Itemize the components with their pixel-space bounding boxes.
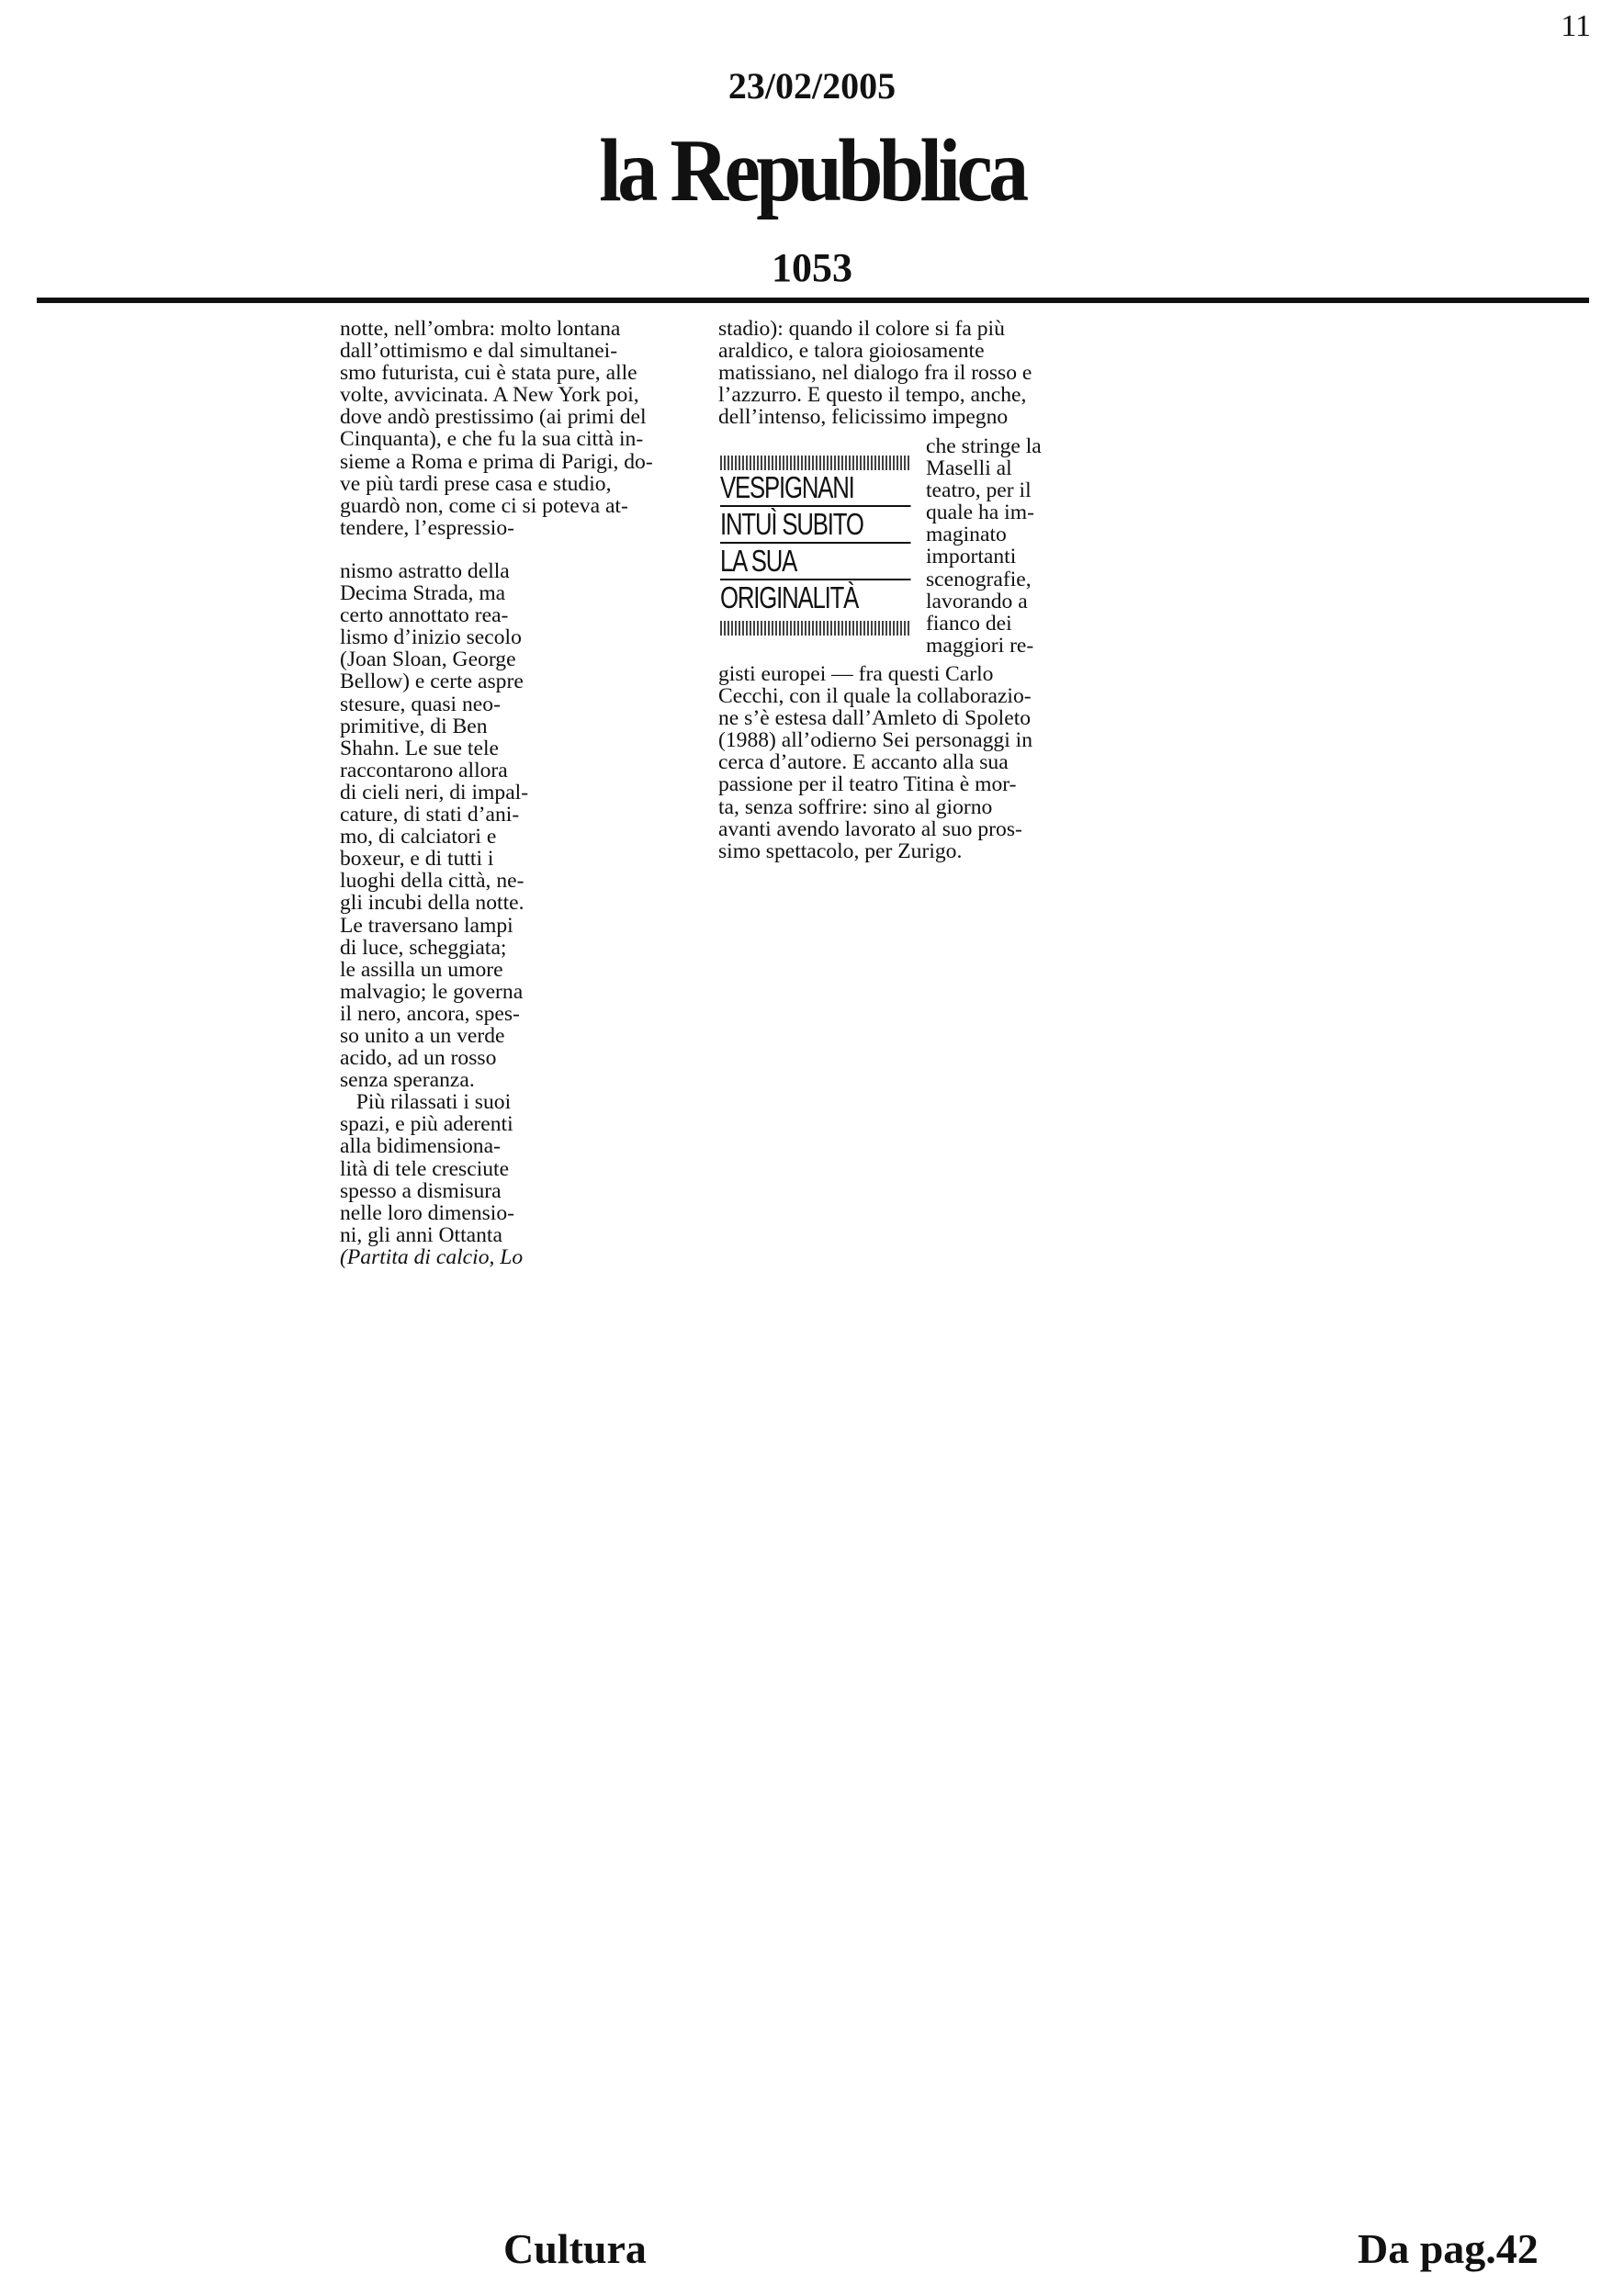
text-line: (1988) all’odierno Sei personaggi in (718, 728, 1033, 753)
text-line: passione per il teatro Titina è mor- (718, 772, 1017, 797)
text-line: spesso a dismisura (340, 1178, 502, 1203)
text-line: che stringe la (926, 434, 1042, 458)
text-line: nismo astratto della (340, 559, 510, 583)
pull-quote-line: VESPIGNANI (720, 470, 910, 507)
text-line: stesure, quasi neo- (340, 692, 501, 716)
masthead-logo: la Repubblica (599, 121, 1025, 220)
text-line: araldico, e talora gioiosamente (718, 339, 985, 364)
text-line: di luce, scheggiata; (340, 935, 507, 960)
text-line: volte, avvicinata. A New York poi, (340, 383, 639, 408)
pull-quote-line: INTUÌ SUBITO (720, 507, 910, 544)
text-line: Shahn. Le sue tele (340, 736, 499, 760)
text-line: ni, gli anni Ottanta (340, 1222, 502, 1247)
text-line: teatro, per il (926, 478, 1032, 503)
text-line: Maselli al (926, 456, 1012, 481)
clip-id: 1053 (772, 245, 852, 290)
text-line: spazi, e più aderenti (340, 1112, 513, 1137)
text-line: tendere, l’espressio- (340, 515, 514, 540)
text-line: guardò non, come ci si poteva at- (340, 493, 628, 518)
text-line: mo, di calciatori e (340, 825, 497, 850)
text-line: smo futurista, cui è stata pure, alle (340, 361, 637, 386)
text-line: Cecchi, con il quale la collaborazio- (718, 684, 1032, 709)
text-line: malvagio; le governa (340, 979, 524, 1004)
header-rule (37, 298, 1589, 303)
text-line: notte, nell’ombra: molto lontana (340, 317, 621, 341)
text-line: Bellow) e certe aspre (340, 670, 524, 694)
text-line: luoghi della città, ne- (340, 869, 524, 894)
article-column-1-narrow (340, 560, 560, 1268)
page-number: 11 (1561, 9, 1591, 43)
text-line: le assilla un umore (340, 957, 503, 982)
pull-quote-line: LA SUA (720, 544, 910, 580)
text-line: (Partita di calcio, Lo (340, 1244, 524, 1269)
text-line: ne s’è estesa dall’Amleto di Spoleto (718, 706, 1032, 731)
text-line: gisti europei — fra questi Carlo (718, 662, 994, 686)
text-line: so unito a un verde (340, 1023, 505, 1048)
text-line: (Joan Sloan, George (340, 647, 516, 672)
text-line: dell’intenso, felicissimo impegno (718, 405, 1009, 430)
text-line: Le traversano lampi (340, 913, 513, 938)
text-line: primitive, di Ben (340, 714, 488, 738)
text-line: avanti avendo lavorato al suo pros- (718, 816, 1022, 841)
section-label: Cultura (503, 2225, 647, 2272)
text-line: Cinquanta), e che fu la sua città in- (340, 427, 644, 452)
text-line: alla bidimensiona- (340, 1134, 501, 1159)
text-line: certo annottato rea- (340, 603, 509, 628)
publication-date: 23/02/2005 (727, 65, 897, 107)
text-line: dall’ottimismo e dal simultanei- (340, 339, 618, 364)
text-line: acido, ad un rosso (340, 1046, 497, 1071)
pull-quote-line: ORIGINALITÀ (720, 580, 859, 614)
source-page-label: Da pag.42 (1358, 2225, 1539, 2272)
text-line: dove andò prestissimo (ai primi del (340, 405, 647, 430)
article-column-2-top (718, 318, 1054, 428)
text-line: di cieli neri, di impal- (340, 780, 529, 805)
text-line: raccontarono allora (340, 758, 508, 782)
text-line: cature, di stati d’ani- (340, 803, 520, 827)
text-line: maggiori re- (926, 633, 1034, 658)
text-line: importanti (926, 545, 1017, 569)
text-line: boxeur, e di tutti i (340, 847, 494, 872)
text-line: Più rilassati i suoi (340, 1090, 512, 1115)
article-column-1-top (340, 318, 676, 539)
text-line: stadio): quando il colore si fa più (718, 317, 1005, 341)
text-line: simo spettacolo, per Zurigo. (718, 838, 963, 863)
article-column-2-bottom (718, 663, 1054, 862)
text-line: lavorando a (926, 589, 1028, 613)
text-line: l’azzurro. E questo il tempo, anche, (718, 383, 1027, 408)
text-line: nelle loro dimensio- (340, 1200, 515, 1225)
text-line: fianco dei (926, 611, 1012, 636)
text-line: gli incubi della notte. (340, 891, 524, 916)
text-line: il nero, ancora, spes- (340, 1001, 520, 1026)
pull-quote-bottom-bar (720, 621, 911, 636)
article-column-2-beside-quote (926, 435, 1056, 657)
text-line: matissiano, nel dialogo fra il rosso e (718, 361, 1032, 386)
text-line: cerca d’autore. E accanto alla sua (718, 750, 1009, 775)
text-line: lità di tele cresciute (340, 1156, 510, 1181)
text-line: senza speranza. (340, 1068, 475, 1093)
text-line: maginato (926, 523, 1007, 547)
text-line: ta, senza soffrire: sino al giorno (718, 794, 993, 819)
text-line: scenografie, (926, 567, 1032, 591)
text-line: quale ha im- (926, 501, 1034, 525)
text-line: sieme a Roma e prima di Parigi, do- (340, 449, 653, 474)
text-line: ve più tardi prese casa e studio, (340, 471, 612, 496)
text-line: lismo d’inizio secolo (340, 625, 522, 650)
pull-quote (720, 456, 911, 636)
pull-quote-top-bar (720, 456, 911, 470)
text-line: Decima Strada, ma (340, 581, 506, 606)
